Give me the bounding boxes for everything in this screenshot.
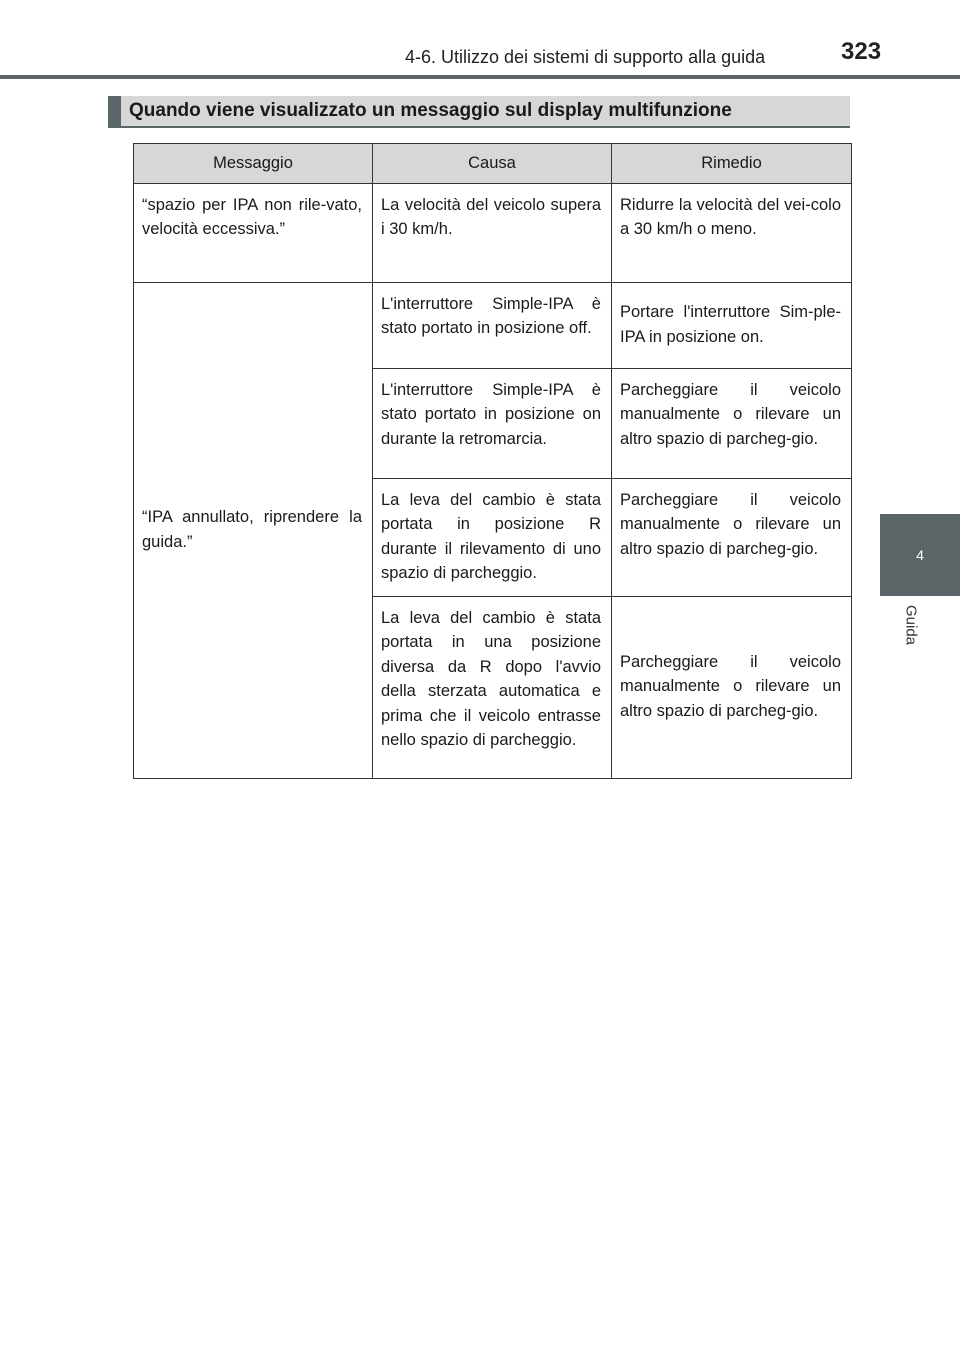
cause-cell: La velocità del veicolo supera i 30 km/h. <box>373 183 612 282</box>
remedy-cell: Parcheggiare il veicolo manualmente o rilevare un altro spazio di parcheg-gio. <box>612 368 852 478</box>
column-header-cause: Causa <box>373 144 612 184</box>
header-rule <box>0 75 960 79</box>
chapter-number: 4 <box>916 547 924 563</box>
header-title: 4-6. Utilizzo dei sistemi di supporto alla guida <box>405 47 766 67</box>
cause-cell: L'interruttore Simple-IPA è stato portato in posizione off. <box>373 282 612 368</box>
message-cell: “IPA annullato, riprendere la guida.” <box>134 282 373 778</box>
cause-cell: L'interruttore Simple-IPA è stato portato in posizione on durante la retromarcia. <box>373 368 612 478</box>
message-cell: “spazio per IPA non rile-vato, velocità eccessiva.” <box>134 183 373 282</box>
remedy-cell: Ridurre la velocità del vei-colo a 30 km/h o meno. <box>612 183 852 282</box>
section-heading: Quando viene visualizzato un messaggio sul display multifunzione <box>108 96 850 128</box>
column-header-remedy: Rimedio <box>612 144 852 184</box>
remedy-cell: Parcheggiare il veicolo manualmente o rilevare un altro spazio di parcheg-gio. <box>612 596 852 778</box>
table-row <box>134 282 852 368</box>
table-header-row <box>134 144 852 184</box>
remedy-cell: Portare l'interruttore Sim-ple-IPA in posizione on. <box>612 282 852 368</box>
table-row <box>134 183 852 282</box>
cause-cell: La leva del cambio è stata portata in posizione R durante il rilevamento di uno spazio di parcheggio. <box>373 478 612 596</box>
message-table <box>133 143 852 779</box>
cause-cell: La leva del cambio è stata portata in una posizione diversa da R dopo l'avvio della sterzata automatica e prima che il veicolo entrasse nello spazio di parcheggio. <box>373 596 612 778</box>
chapter-tab <box>880 514 960 596</box>
chapter-label: Guida <box>902 605 920 646</box>
page-number: 323 <box>841 38 882 65</box>
column-header-message: Messaggio <box>134 144 373 184</box>
remedy-cell: Parcheggiare il veicolo manualmente o rilevare un altro spazio di parcheg-gio. <box>612 478 852 596</box>
